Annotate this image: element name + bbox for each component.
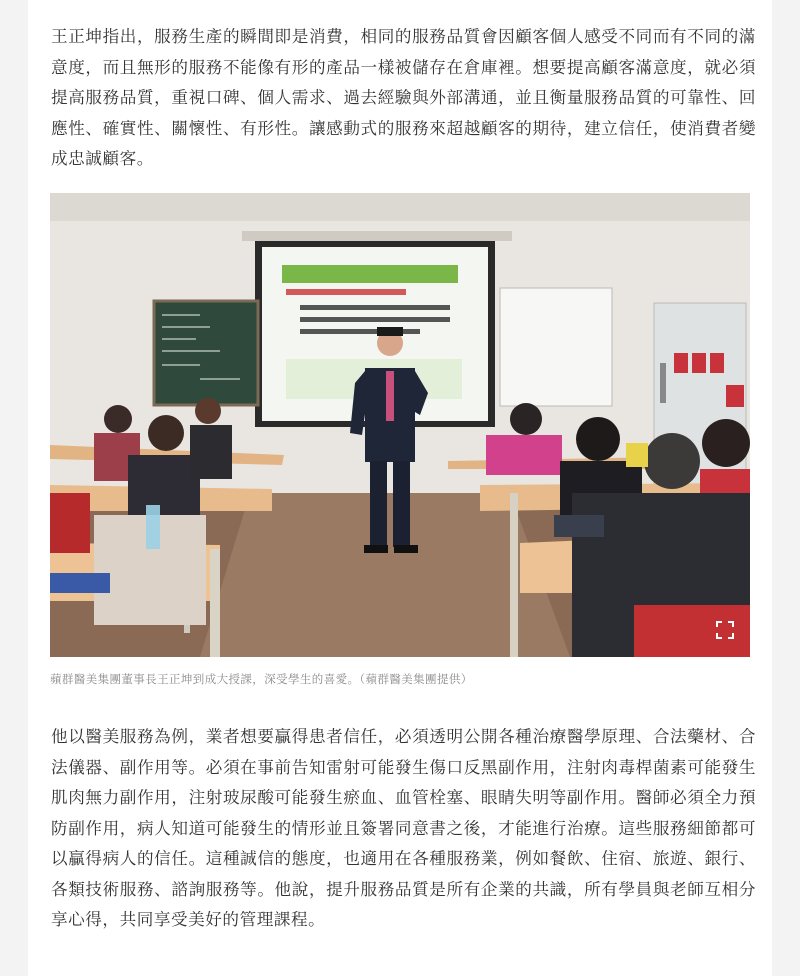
- article-paragraph-1: 王正坤指出，服務生產的瞬間即是消費，相同的服務品質會因顧客個人感受不同而有不同的滿意度，而且無形的服務不能像有形的產品一樣被儲存在倉庫裡。想要提高顧客滿意度，就必須提高服務品質，重視口碑、個人需求、過去經驗與外部溝通，並且衡量服務品質的可靠性、回應性、確實性、關懷性、有形性。讓感動式的服務來超越顧客的期待，建立信任，使消費者變成忠誠顧客。: [51, 27, 756, 168]
- classroom-lecture-image: [50, 193, 750, 657]
- article-paragraph-2: 他以醫美服務為例，業者想要贏得患者信任，必須透明公開各種治療醫學原理、合法藥材、合法儀器、副作用等。必須在事前告知雷射可能發生傷口反黑副作用，注射肉毒桿菌素可能發生肌肉無力副作用，注射玻尿酸可能發生瘀血、血管栓塞、眼睛失明等副作用。醫師必須全力預防副作用，病人知道可能發生的情形並且簽署同意書之後，才能進行治療。這些服務細節都可以贏得病人的信任。這種誠信的態度，也適用在各種服務業，例如餐飲、住宿、旅遊、銀行、各類技術服務、諮詢服務等。他說，提升服務品質是所有企業的共識，所有學員與老師互相分享心得，共同享受美好的管理課程。: [51, 727, 756, 929]
- article-body: [28, 0, 772, 976]
- expand-icon[interactable]: [714, 619, 736, 641]
- photo-caption: 蘋群醫美集團董事長王正坤到成大授課，深受學生的喜愛。（蘋群醫美集團提供）: [50, 672, 473, 686]
- article-photo[interactable]: [50, 193, 750, 657]
